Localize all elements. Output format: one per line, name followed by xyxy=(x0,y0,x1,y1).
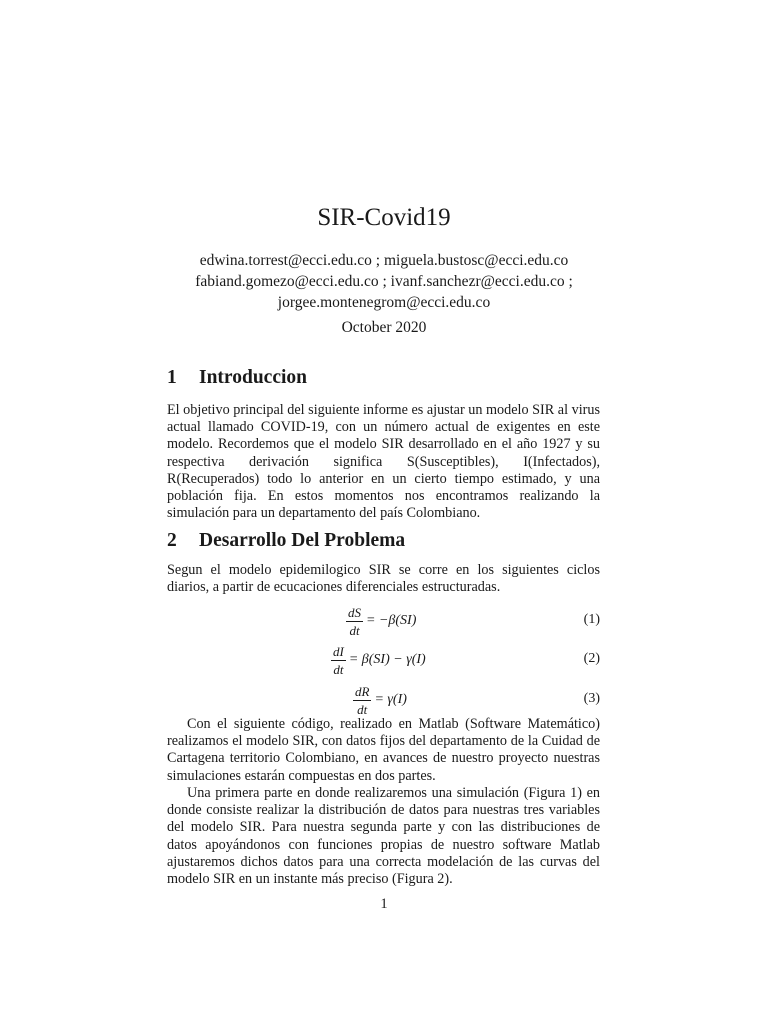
paper-date: October 2020 xyxy=(341,319,427,336)
equation-fraction xyxy=(331,644,346,677)
author-list xyxy=(0,250,768,313)
equation-number: (3) xyxy=(583,691,600,706)
author-line: edwina.torrest@ecci.edu.co ; miguela.bustosc@ecci.edu.co xyxy=(199,252,569,269)
equation-rhs: = β(SI) − γ(I) xyxy=(348,652,426,667)
equation-1 xyxy=(167,603,600,639)
paragraph-desarrollo-intro: Segun el modelo epidemilogico SIR se corre en los siguientes ciclos diarios, a partir de ecucaciones diferenciales estructuradas. xyxy=(167,562,600,596)
equation-fraction xyxy=(346,605,363,638)
section-heading-desarrollo xyxy=(167,529,607,553)
equation-numerator: dS xyxy=(348,604,361,620)
equation-fraction xyxy=(353,684,371,717)
equation-denominator: dt xyxy=(333,661,344,677)
paragraph-introduccion: El objetivo principal del siguiente informe es ajustar un modelo SIR al virus actual llamado COVID-19, con un número actual de exigentes en este modelo. Recordemos que el modelo SIR desarrollado en el año 1927 y su respectiva derivación significa S(Susceptibles), I(Infectados), R(Recuperados) todo lo anterior en un cierto tiempo estimado, y una población fija. En estos momentos nos encontramos realizando la simulación para un departamento del país Colombiano. xyxy=(167,402,600,522)
equation-number: (1) xyxy=(583,612,600,627)
equation-denominator: dt xyxy=(357,701,368,717)
author-line: fabiand.gomezo@ecci.edu.co ; ivanf.sanchezr@ecci.edu.co ; xyxy=(195,273,573,290)
page-number: 1 xyxy=(380,896,388,912)
equation-number: (2) xyxy=(583,651,600,666)
section-number: 2 xyxy=(167,530,177,551)
equation-denominator: dt xyxy=(349,622,360,638)
author-line: jorgee.montenegrom@ecci.edu.co xyxy=(277,294,491,311)
paper-title: SIR-Covid19 xyxy=(317,204,451,231)
section-heading-introduccion xyxy=(167,366,607,390)
equation-3 xyxy=(167,682,600,718)
section-number: 1 xyxy=(167,367,177,388)
section-title: Desarrollo Del Problema xyxy=(199,530,406,551)
equation-rhs: = −β(SI) xyxy=(366,613,417,628)
equation-rhs: = γ(I) xyxy=(374,692,407,707)
equation-2 xyxy=(167,642,600,678)
paragraph-codigo-matlab: Con el siguiente código, realizado en Matlab (Software Matemático) realizamos el modelo SIR, con datos fijos del departamento de la Cuidad de Cartagena territorio Colombiano, en avances de nuestro proyecto nuestras simulaciones estarán compuestas en dos partes. xyxy=(167,716,600,784)
paragraph-simulacion: Una primera parte en donde realizaremos una simulación (Figura 1) en donde consiste realizar la distribución de datos para nuestras tres variables del modelo SIR. Para nuestra segunda parte y con las distribuciones de datos apoyándonos con funciones propias de nuestro software Matlab ajustaremos dichos datos para una correcta modelación de las curvas del modelo SIR en un instante más preciso (Figura 2). xyxy=(167,785,600,888)
equation-numerator: dI xyxy=(333,643,344,659)
section-title: Introduccion xyxy=(199,367,307,388)
equation-numerator: dR xyxy=(355,683,370,699)
